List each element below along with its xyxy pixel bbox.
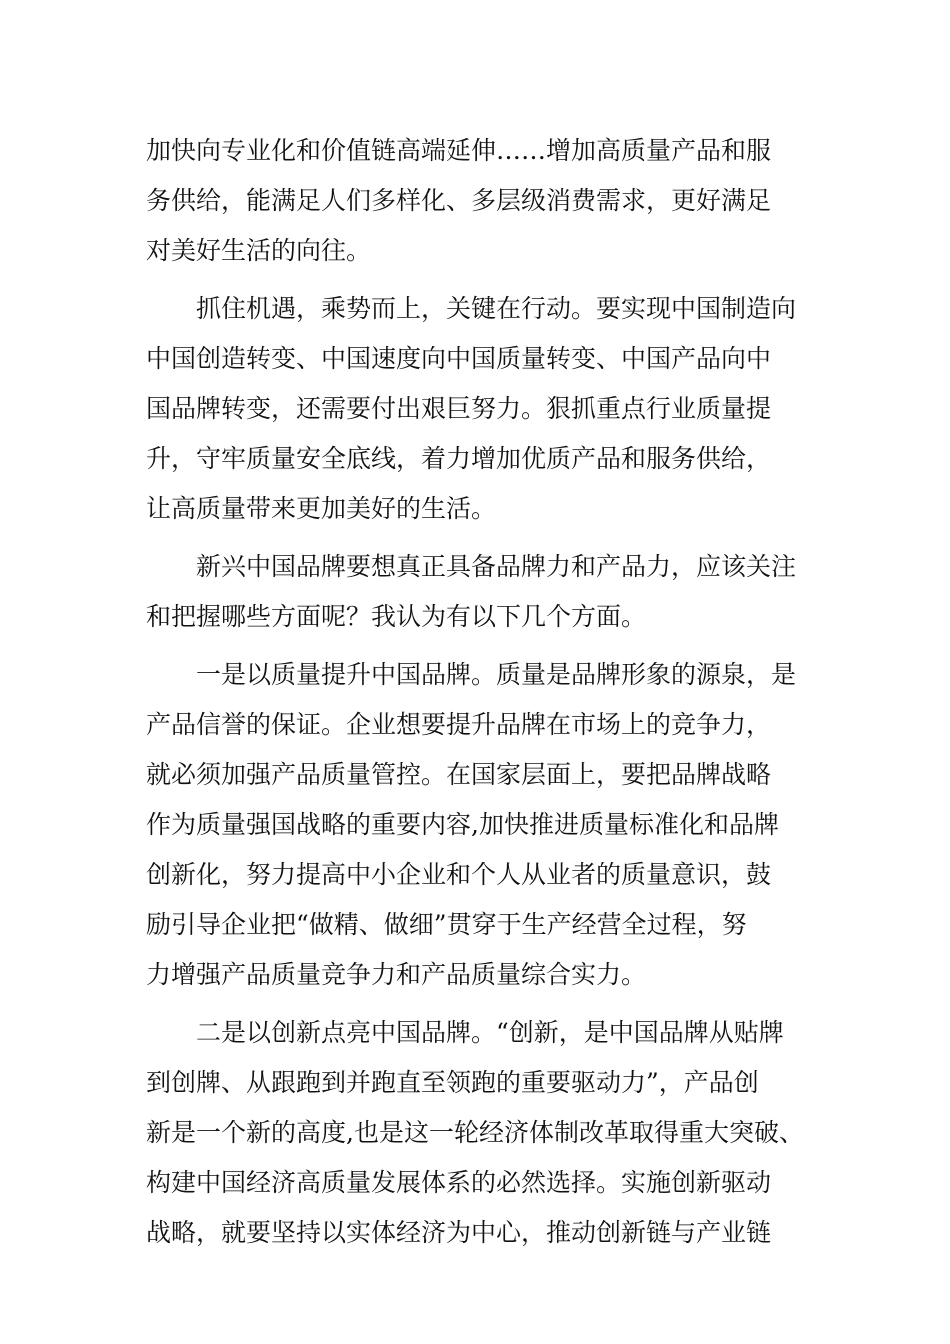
text-line: 中国创造转变、中国速度向中国质量转变、中国产品向中 [146, 344, 772, 373]
document-body [146, 126, 810, 1258]
text-line: 到创牌、从跟跑到并跑直至领跑的重要驱动力”，产品创 [146, 1068, 759, 1097]
paragraph-5 [146, 1008, 810, 1258]
text-line: 就必须加强产品质量管控。在国家层面上，要把品牌战略 [146, 760, 772, 789]
paragraph-3 [146, 542, 810, 642]
text-line: 战略，就要坚持以实体经济为中心，推动创新链与产业链 [146, 1218, 772, 1247]
text-line: 励引导企业把“做精、做细”贯穿于生产经营全过程，努 [146, 910, 747, 939]
paragraph-1 [146, 126, 810, 276]
text-line: 作为质量强国战略的重要内容,加快推进质量标准化和品牌 [146, 810, 779, 839]
text-line: 国品牌转变，还需要付出艰巨努力。狠抓重点行业质量提 [146, 394, 772, 423]
text-line: 对美好生活的向往。 [146, 236, 372, 265]
paragraph-gap [146, 534, 810, 542]
text-line: 让高质量带来更加美好的生活。 [146, 494, 497, 523]
text-line: 一是以质量提升中国品牌。质量是品牌形象的源泉，是 [146, 660, 797, 689]
text-line: 加快向专业化和价值链高端延伸……增加高质量产品和服 [146, 136, 772, 165]
paragraph-gap [146, 642, 810, 650]
text-line: 新是一个新的高度,也是这一轮经济体制改革取得重大突破、 [146, 1118, 804, 1147]
paragraph-4 [146, 650, 810, 1000]
paragraph-gap [146, 276, 810, 284]
text-line: 抓住机遇，乘势而上，关键在行动。要实现中国制造向 [146, 294, 797, 323]
text-line: 力增强产品质量竞争力和产品质量综合实力。 [146, 960, 647, 989]
text-line: 创新化，努力提高中小企业和个人从业者的质量意识，鼓 [146, 860, 772, 889]
text-line: 务供给，能满足人们多样化、多层级消费需求，更好满足 [146, 186, 772, 215]
text-line: 升，守牢质量安全底线，着力增加优质产品和服务供给， [146, 444, 772, 473]
text-line: 产品信誉的保证。企业想要提升品牌在市场上的竞争力， [146, 710, 772, 739]
text-line: 构建中国经济高质量发展体系的必然选择。实施创新驱动 [146, 1168, 772, 1197]
paragraph-2 [146, 284, 810, 534]
text-line: 二是以创新点亮中国品牌。“创新，是中国品牌从贴牌 [146, 1018, 784, 1047]
paragraph-gap [146, 1000, 810, 1008]
text-line: 和把握哪些方面呢？我认为有以下几个方面。 [146, 602, 647, 631]
text-line: 新兴中国品牌要想真正具备品牌力和产品力，应该关注 [146, 552, 797, 581]
